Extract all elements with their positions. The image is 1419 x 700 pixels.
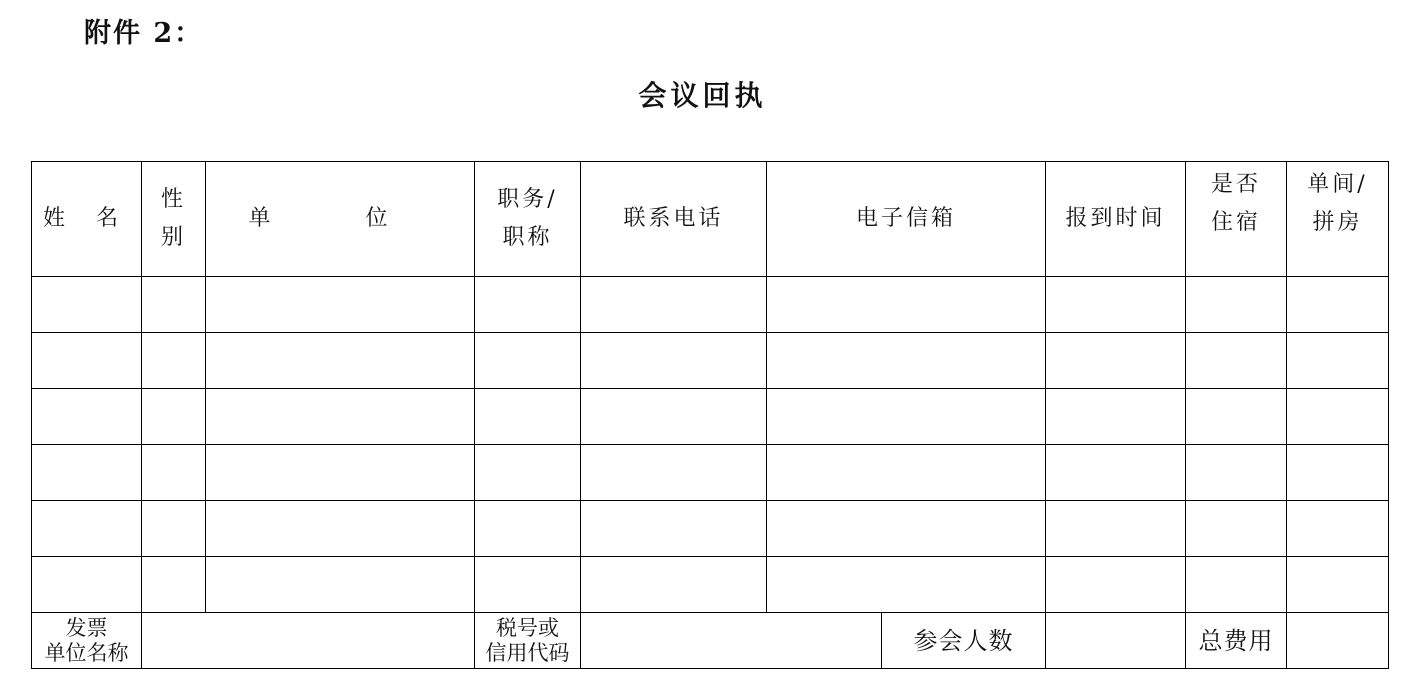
cell-arrival-time[interactable]	[1046, 333, 1186, 389]
cell-phone[interactable]	[581, 389, 767, 445]
invoice-name-field[interactable]	[142, 613, 475, 669]
cell-organization[interactable]	[206, 557, 475, 613]
cell-arrival-time[interactable]	[1046, 557, 1186, 613]
cell-arrival-time[interactable]	[1046, 501, 1186, 557]
invoice-label-line2: 单位名称	[44, 640, 129, 665]
header-name-label: 姓 名	[43, 206, 130, 231]
cell-organization[interactable]	[206, 501, 475, 557]
header-accommodation-line2: 住宿	[1211, 210, 1262, 235]
header-room-type	[1287, 162, 1389, 277]
table-header-row	[32, 162, 1389, 277]
cell-email[interactable]	[767, 445, 1046, 501]
header-name	[32, 162, 142, 277]
cell-position[interactable]	[475, 389, 581, 445]
cell-email[interactable]	[767, 277, 1046, 333]
cell-organization[interactable]	[206, 333, 475, 389]
header-organization	[206, 162, 475, 277]
cell-email[interactable]	[767, 501, 1046, 557]
header-email-label: 电子信箱	[856, 206, 957, 231]
header-accommodation	[1186, 162, 1287, 277]
header-position-line2: 职称	[502, 225, 553, 250]
cell-gender[interactable]	[142, 277, 206, 333]
cell-name[interactable]	[32, 333, 142, 389]
header-phone	[581, 162, 767, 277]
header-phone-label: 联系电话	[623, 206, 724, 231]
attendees-label: 参会人数	[882, 613, 1046, 669]
cell-phone[interactable]	[581, 557, 767, 613]
header-gender-line2: 别	[160, 225, 186, 250]
cell-room-type[interactable]	[1287, 333, 1389, 389]
cell-name[interactable]	[32, 445, 142, 501]
cell-room-type[interactable]	[1287, 389, 1389, 445]
total-fee-label: 总费用	[1186, 613, 1287, 669]
header-room-type-line2: 拼房	[1312, 210, 1363, 235]
table-row	[32, 389, 1389, 445]
table-row	[32, 277, 1389, 333]
cell-phone[interactable]	[581, 333, 767, 389]
cell-organization[interactable]	[206, 445, 475, 501]
cell-accommodation[interactable]	[1186, 277, 1287, 333]
cell-name[interactable]	[32, 277, 142, 333]
cell-accommodation[interactable]	[1186, 445, 1287, 501]
cell-room-type[interactable]	[1287, 557, 1389, 613]
tax-id-field[interactable]	[581, 613, 882, 669]
cell-phone[interactable]	[581, 501, 767, 557]
invoice-label-line1: 发票	[65, 615, 108, 640]
cell-email[interactable]	[767, 557, 1046, 613]
header-arrival-time	[1046, 162, 1186, 277]
header-email	[767, 162, 1046, 277]
header-gender-line1: 性	[160, 187, 186, 212]
cell-email[interactable]	[767, 333, 1046, 389]
cell-room-type[interactable]	[1287, 277, 1389, 333]
cell-gender[interactable]	[142, 445, 206, 501]
cell-position[interactable]	[475, 277, 581, 333]
cell-organization[interactable]	[206, 277, 475, 333]
header-accommodation-line1: 是否	[1211, 172, 1262, 197]
cell-email[interactable]	[767, 389, 1046, 445]
header-organization-label: 单 位	[248, 206, 432, 231]
total-fee-field[interactable]	[1287, 613, 1389, 669]
cell-accommodation[interactable]	[1186, 333, 1287, 389]
table-row	[32, 557, 1389, 613]
attendees-field[interactable]	[1046, 613, 1186, 669]
cell-name[interactable]	[32, 557, 142, 613]
tax-id-label	[475, 613, 581, 669]
header-position-line1: 职务/	[497, 187, 558, 212]
cell-gender[interactable]	[142, 501, 206, 557]
table-row	[32, 333, 1389, 389]
cell-gender[interactable]	[142, 333, 206, 389]
cell-gender[interactable]	[142, 389, 206, 445]
tax-id-label-line1: 税号或	[496, 615, 559, 640]
table-row	[32, 445, 1389, 501]
cell-room-type[interactable]	[1287, 445, 1389, 501]
cell-gender[interactable]	[142, 557, 206, 613]
cell-name[interactable]	[32, 501, 142, 557]
table-footer-row	[32, 613, 1389, 669]
cell-arrival-time[interactable]	[1046, 445, 1186, 501]
header-position	[475, 162, 581, 277]
cell-phone[interactable]	[581, 445, 767, 501]
cell-arrival-time[interactable]	[1046, 277, 1186, 333]
attachment-label: 附件 2：	[84, 18, 204, 49]
cell-accommodation[interactable]	[1186, 501, 1287, 557]
cell-room-type[interactable]	[1287, 501, 1389, 557]
cell-position[interactable]	[475, 557, 581, 613]
cell-accommodation[interactable]	[1186, 557, 1287, 613]
cell-position[interactable]	[475, 501, 581, 557]
table-row	[32, 501, 1389, 557]
document-title: 会议回执	[638, 79, 767, 112]
cell-position[interactable]	[475, 445, 581, 501]
cell-accommodation[interactable]	[1186, 389, 1287, 445]
receipt-table	[31, 161, 1389, 669]
cell-phone[interactable]	[581, 277, 767, 333]
cell-name[interactable]	[32, 389, 142, 445]
cell-arrival-time[interactable]	[1046, 389, 1186, 445]
tax-id-label-line2: 信用代码	[485, 640, 570, 665]
header-gender	[142, 162, 206, 277]
cell-position[interactable]	[475, 333, 581, 389]
header-arrival-time-label: 报到时间	[1065, 206, 1166, 231]
invoice-label	[32, 613, 142, 669]
cell-organization[interactable]	[206, 389, 475, 445]
header-room-type-line1: 单间/	[1307, 172, 1368, 197]
